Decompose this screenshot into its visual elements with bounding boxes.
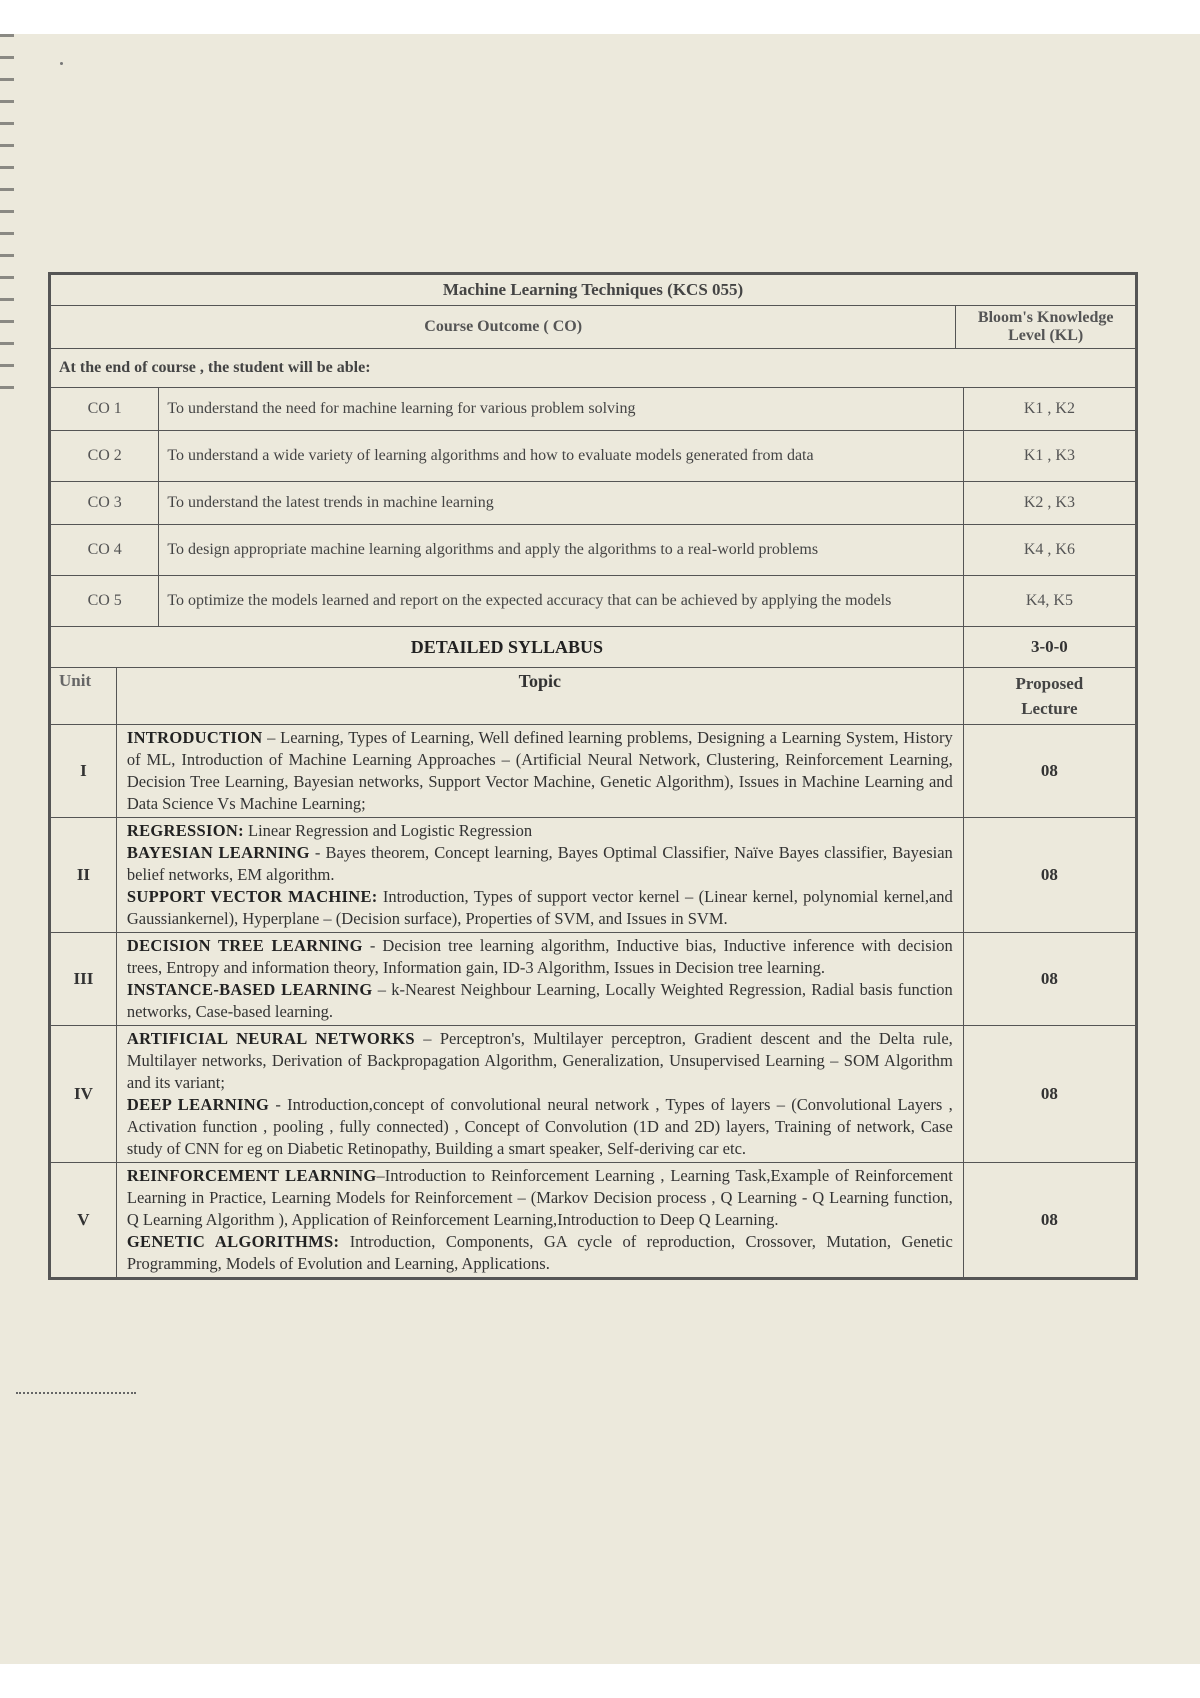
topic-heading: SUPPORT VECTOR MACHINE:: [126, 887, 378, 906]
co-kl: K2 , K3: [963, 482, 1135, 525]
unit-topic: [116, 818, 963, 933]
unit-number: IV: [51, 1026, 117, 1163]
unit-lecture-count: 08: [963, 818, 1135, 933]
topic-heading: REGRESSION:: [126, 821, 244, 840]
unit-lecture-count: 08: [963, 1026, 1135, 1163]
topic-paragraph: [127, 935, 953, 979]
topic-paragraph: [127, 1165, 953, 1231]
unit-number: I: [51, 725, 117, 818]
topic-heading: ARTIFICIAL NEURAL NETWORKS: [126, 1029, 415, 1048]
co-text: To understand the need for machine learning for various problem solving: [159, 388, 963, 431]
co-kl: K4 , K6: [963, 525, 1135, 576]
co-row: [51, 388, 1136, 431]
unit-row: [51, 933, 1136, 1026]
topic-paragraph: [127, 842, 953, 886]
lecture-column-header: [963, 668, 1135, 725]
topic-heading: DEEP LEARNING: [126, 1095, 270, 1114]
knowledge-level-header: Bloom's Knowledge Level (KL): [956, 306, 1136, 349]
co-row: [51, 482, 1136, 525]
co-row: [51, 431, 1136, 482]
topic-column-header: Topic: [116, 668, 963, 725]
unit-lecture-count: 08: [963, 1163, 1135, 1278]
topic-body: Linear Regression and Logistic Regression: [243, 821, 533, 840]
unit-row: [51, 725, 1136, 818]
course-outcome-header: Course Outcome ( CO): [51, 306, 956, 349]
credit-structure: 3-0-0: [963, 627, 1135, 668]
unit-number: V: [51, 1163, 117, 1278]
co-row: [51, 576, 1136, 627]
unit-row: [51, 1026, 1136, 1163]
co-kl: K1 , K3: [963, 431, 1135, 482]
paper-speck: [60, 62, 63, 65]
topic-heading: DECISION TREE LEARNING: [126, 936, 363, 955]
unit-topic: [116, 933, 963, 1026]
topic-heading: GENETIC ALGORITHMS:: [126, 1232, 340, 1251]
lecture-header-line1: Proposed: [1015, 674, 1084, 693]
topic-paragraph: [127, 979, 953, 1023]
syllabus-table: [48, 272, 1138, 1280]
lecture-header-line2: Lecture: [1021, 699, 1078, 718]
co-id: CO 4: [51, 525, 159, 576]
topic-paragraph: [127, 1231, 953, 1275]
co-id: CO 1: [51, 388, 159, 431]
topic-heading: REINFORCEMENT LEARNING: [126, 1166, 377, 1185]
co-text: To design appropriate machine learning algorithms and apply the algorithms to a real-world problems: [159, 525, 963, 576]
topic-body: Introduction, Components, GA cycle of reproduction, Crossover, Mutation, Genetic Programming, Models of Evolution and Learning, Applications.: [126, 1232, 953, 1273]
topic-paragraph: [127, 1094, 953, 1160]
co-id: CO 2: [51, 431, 159, 482]
co-kl: K4, K5: [963, 576, 1135, 627]
topic-body: – Learning, Types of Learning, Well defined learning problems, Designing a Learning System, History of ML, Introduction of Machine Learning Approaches – (Artificial Neural Network, Clustering, Reinforcement Learning, Decision Tree Learning, Bayesian networks, Support Vector Machine, Genetic Algorithm), Issues in Machine Learning and Data Science Vs Machine Learning;: [126, 728, 953, 813]
syllabus-header-row: [51, 668, 1136, 725]
spiral-binding: [0, 34, 14, 394]
unit-row: [51, 818, 1136, 933]
topic-body: - Decision tree learning algorithm, Inductive bias, Inductive inference with decision trees, Entropy and information theory, Information gain, ID-3 Algorithm, Issues in Decision tree learning.: [126, 936, 953, 977]
unit-lecture-count: 08: [963, 725, 1135, 818]
topic-body: – k-Nearest Neighbour Learning, Locally Weighted Regression, Radial basis function networks, Case-based learning.: [126, 980, 953, 1021]
unit-lecture-count: 08: [963, 933, 1135, 1026]
unit-number: II: [51, 818, 117, 933]
topic-paragraph: [127, 1028, 953, 1094]
topic-body: - Bayes theorem, Concept learning, Bayes Optimal Classifier, Naïve Bayes classifier, Bayesian belief networks, EM algorithm.: [126, 843, 953, 884]
detailed-syllabus-title: DETAILED SYLLABUS: [51, 627, 964, 668]
co-text: To understand a wide variety of learning algorithms and how to evaluate models generated from data: [159, 431, 963, 482]
topic-body: Introduction, Types of support vector kernel – (Linear kernel, polynomial kernel,and Gaussiankernel), Hyperplane – (Decision surface), Properties of SVM, and Issues in SVM.: [126, 887, 953, 928]
unit-number: III: [51, 933, 117, 1026]
topic-heading: INSTANCE-BASED LEARNING: [126, 980, 373, 999]
page-footer-mark: [16, 1392, 136, 1400]
course-title: Machine Learning Techniques (KCS 055): [51, 275, 1136, 306]
co-id: CO 3: [51, 482, 159, 525]
co-id: CO 5: [51, 576, 159, 627]
unit-topic: [116, 1163, 963, 1278]
topic-heading: INTRODUCTION: [126, 728, 263, 747]
unit-topic: [116, 725, 963, 818]
topic-paragraph: [127, 886, 953, 930]
course-intro: At the end of course , the student will be able:: [51, 349, 1136, 388]
co-text: To understand the latest trends in machine learning: [159, 482, 963, 525]
unit-topic: [116, 1026, 963, 1163]
topic-heading: BAYESIAN LEARNING: [126, 843, 310, 862]
unit-row: [51, 1163, 1136, 1278]
co-row: [51, 525, 1136, 576]
co-text: To optimize the models learned and report on the expected accuracy that can be achieved by applying the models: [159, 576, 963, 627]
co-kl: K1 , K2: [963, 388, 1135, 431]
topic-body: – Perceptron's, Multilayer perceptron, Gradient descent and the Delta rule, Multilayer networks, Derivation of Backpropagation Algorithm, Generalization, Unsupervised Learning – SOM Algorithm and its variant;: [126, 1029, 953, 1092]
topic-body: - Introduction,concept of convolutional neural network , Types of layers – (Convolutional Layers , Activation function , pooling , fully connected) , Concept of Convolution (1D and 2D) layers, Training of network, Case study of CNN for eg on Diabetic Retinopathy, Building a smart speaker, Self-deriving car etc.: [126, 1095, 953, 1158]
topic-paragraph: [127, 820, 953, 842]
topic-body: –Introduction to Reinforcement Learning , Learning Task,Example of Reinforcement Learning in Practice, Learning Models for Reinforcement – (Markov Decision process , Q Learning - Q Learning function, Q Learning Algorithm ), Application of Reinforcement Learning,Introduction to Deep Q Learning.: [126, 1166, 953, 1229]
unit-column-header: Unit: [51, 668, 117, 725]
